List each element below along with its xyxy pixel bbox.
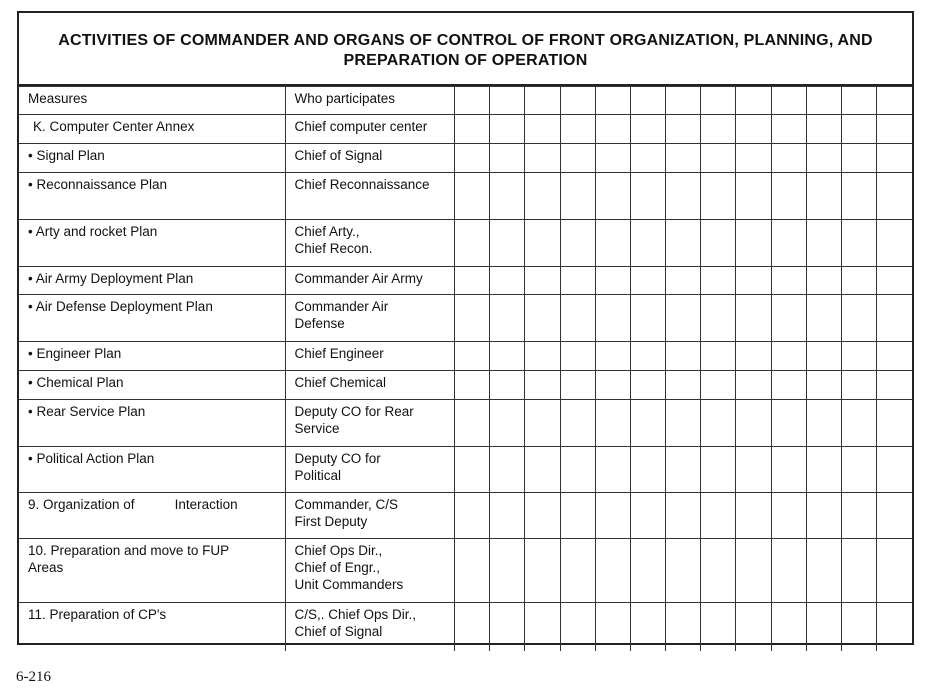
- participants-cell: [286, 447, 455, 493]
- schedule-cell: [666, 539, 701, 603]
- measure-cell: [19, 493, 286, 539]
- schedule-cell: [630, 87, 665, 115]
- schedule-cell: [842, 603, 877, 651]
- schedule-cell: [595, 295, 630, 342]
- schedule-cell: [806, 144, 841, 173]
- schedule-cell: [560, 371, 595, 400]
- schedule-cell: [560, 115, 595, 144]
- schedule-cell: [771, 144, 806, 173]
- participants-cell: [286, 173, 455, 220]
- schedule-cell: [490, 371, 525, 400]
- participants-cell: [286, 400, 455, 447]
- schedule-cell: [666, 220, 701, 267]
- schedule-cell: [595, 342, 630, 371]
- page-number: 6-216: [16, 669, 51, 685]
- measure-cell: [19, 115, 286, 144]
- participant-line: Deputy CO for: [294, 451, 381, 466]
- schedule-cell: [525, 342, 560, 371]
- title-line-1: ACTIVITIES OF COMMANDER AND ORGANS OF CONTROL OF FRONT ORGANIZATION, PLANNING, AND: [58, 31, 873, 49]
- schedule-cell: [490, 603, 525, 651]
- schedule-cell: [771, 371, 806, 400]
- measure-cell: [19, 173, 286, 220]
- schedule-cell: [560, 539, 595, 603]
- schedule-cell: [701, 371, 736, 400]
- schedule-cell: [701, 220, 736, 267]
- schedule-cell: [736, 447, 771, 493]
- participant-line: Chief computer center: [294, 119, 428, 134]
- participant-line: Chief Arty.,: [294, 224, 360, 239]
- measure-cell: [19, 400, 286, 447]
- schedule-cell: [806, 267, 841, 295]
- measure-text: • Rear Service Plan: [28, 404, 146, 419]
- schedule-cell: [560, 173, 595, 220]
- schedule-cell: [525, 539, 560, 603]
- schedule-cell: [701, 400, 736, 447]
- schedule-cell: [525, 295, 560, 342]
- participant-line: Chief of Signal: [294, 624, 383, 639]
- schedule-cell: [701, 267, 736, 295]
- measure-text-part: Interaction: [174, 497, 238, 512]
- measure-text: • Air Army Deployment Plan: [28, 271, 194, 286]
- participant-line: Deputy CO for Rear: [294, 404, 414, 419]
- schedule-cell: [842, 493, 877, 539]
- schedule-cell: [806, 493, 841, 539]
- schedule-cell: [771, 400, 806, 447]
- schedule-cell: [806, 173, 841, 220]
- schedule-cell: [842, 173, 877, 220]
- schedule-cell: [490, 342, 525, 371]
- participant-line: Chief Chemical: [294, 375, 386, 390]
- schedule-cell: [630, 342, 665, 371]
- schedule-cell: [842, 144, 877, 173]
- schedule-cell: [630, 603, 665, 651]
- schedule-cell: [877, 115, 912, 144]
- schedule-cell: [490, 400, 525, 447]
- participant-line: Chief of Engr.,: [294, 560, 381, 575]
- schedule-cell: [455, 87, 490, 115]
- schedule-cell: [525, 400, 560, 447]
- schedule-cell: [525, 493, 560, 539]
- measure-text-line: 10. Preparation and move to FUP: [28, 543, 230, 558]
- schedule-cell: [736, 144, 771, 173]
- participant-line: Defense: [294, 316, 345, 331]
- schedule-cell: [490, 87, 525, 115]
- schedule-cell: [877, 342, 912, 371]
- measure-cell: [19, 447, 286, 493]
- schedule-cell: [455, 400, 490, 447]
- schedule-cell: [490, 173, 525, 220]
- schedule-cell: [560, 342, 595, 371]
- schedule-cell: [771, 220, 806, 267]
- schedule-cell: [771, 87, 806, 115]
- schedule-cell: [842, 267, 877, 295]
- schedule-cell: [842, 220, 877, 267]
- participant-line: Unit Commanders: [294, 577, 404, 592]
- participant-line: Political: [294, 468, 341, 483]
- schedule-cell: [736, 267, 771, 295]
- schedule-cell: [842, 342, 877, 371]
- schedule-cell: [806, 87, 841, 115]
- schedule-cell: [771, 342, 806, 371]
- schedule-cell: [666, 603, 701, 651]
- schedule-cell: [701, 603, 736, 651]
- schedule-cell: [490, 447, 525, 493]
- schedule-cell: [666, 371, 701, 400]
- schedule-cell: [525, 447, 560, 493]
- schedule-cell: [771, 493, 806, 539]
- schedule-cell: [842, 87, 877, 115]
- schedule-cell: [701, 144, 736, 173]
- schedule-cell: [455, 342, 490, 371]
- schedule-cell: [595, 144, 630, 173]
- schedule-table-frame: [17, 11, 914, 645]
- schedule-cell: [560, 603, 595, 651]
- schedule-cell: [490, 267, 525, 295]
- schedule-cell: [666, 173, 701, 220]
- schedule-cell: [525, 371, 560, 400]
- schedule-cell: [877, 539, 912, 603]
- schedule-cell: [525, 87, 560, 115]
- table-row: [19, 371, 912, 400]
- schedule-cell: [490, 295, 525, 342]
- table-row: [19, 144, 912, 173]
- participant-line: Chief Reconnaissance: [294, 177, 430, 192]
- participants-cell: [286, 220, 455, 267]
- participants-cell: [286, 295, 455, 342]
- table-row: [19, 539, 912, 603]
- schedule-cell: [525, 115, 560, 144]
- schedule-cell: [806, 115, 841, 144]
- schedule-cell: [701, 539, 736, 603]
- schedule-cell: [877, 173, 912, 220]
- participant-line: Chief Recon.: [294, 241, 373, 256]
- measure-cell: [19, 267, 286, 295]
- table-title: [19, 13, 912, 86]
- schedule-cell: [630, 493, 665, 539]
- participant-line: Commander Air Army: [294, 271, 423, 286]
- schedule-cell: [806, 603, 841, 651]
- schedule-cell: [666, 493, 701, 539]
- schedule-cell: [842, 371, 877, 400]
- schedule-cell: [455, 115, 490, 144]
- table-row: [19, 342, 912, 371]
- schedule-cell: [806, 295, 841, 342]
- schedule-cell: [630, 539, 665, 603]
- schedule-cell: [455, 447, 490, 493]
- schedule-cell: [525, 173, 560, 220]
- measure-text: 11. Preparation of CP's: [28, 607, 167, 622]
- table-row: [19, 267, 912, 295]
- schedule-cell: [771, 539, 806, 603]
- schedule-cell: [630, 267, 665, 295]
- schedule-cell: [630, 220, 665, 267]
- measures-header: Measures: [19, 87, 286, 115]
- schedule-cell: [455, 144, 490, 173]
- measure-text: • Arty and rocket Plan: [28, 224, 158, 239]
- schedule-cell: [771, 267, 806, 295]
- schedule-cell: [595, 603, 630, 651]
- schedule-cell: [560, 295, 595, 342]
- participants-cell: [286, 342, 455, 371]
- schedule-cell: [736, 400, 771, 447]
- schedule-cell: [595, 400, 630, 447]
- measure-cell: [19, 539, 286, 603]
- schedule-cell: [595, 173, 630, 220]
- participants-header: Who participates: [286, 87, 455, 115]
- participant-line: Chief Ops Dir.,: [294, 543, 383, 558]
- schedule-cell: [842, 539, 877, 603]
- schedule-cell: [455, 493, 490, 539]
- schedule-cell: [455, 371, 490, 400]
- schedule-cell: [525, 144, 560, 173]
- schedule-cell: [736, 342, 771, 371]
- schedule-cell: [771, 115, 806, 144]
- schedule-cell: [455, 267, 490, 295]
- schedule-cell: [490, 539, 525, 603]
- participant-line: Chief Engineer: [294, 346, 384, 361]
- schedule-cell: [806, 371, 841, 400]
- measure-cell: [19, 220, 286, 267]
- schedule-cell: [560, 400, 595, 447]
- schedule-cell: [490, 220, 525, 267]
- schedule-cell: [595, 115, 630, 144]
- schedule-cell: [666, 295, 701, 342]
- schedule-cell: [455, 539, 490, 603]
- participants-cell: [286, 539, 455, 603]
- schedule-cell: [806, 400, 841, 447]
- schedule-cell: [842, 400, 877, 447]
- schedule-cell: [771, 447, 806, 493]
- schedule-cell: [595, 267, 630, 295]
- measure-text-part: 9. Organization of: [28, 497, 135, 512]
- schedule-cell: [877, 220, 912, 267]
- schedule-cell: [666, 400, 701, 447]
- schedule-cell: [701, 295, 736, 342]
- schedule-cell: [736, 603, 771, 651]
- schedule-cell: [630, 371, 665, 400]
- schedule-cell: [877, 371, 912, 400]
- schedule-cell: [806, 220, 841, 267]
- schedule-cell: [877, 493, 912, 539]
- schedule-cell: [736, 539, 771, 603]
- schedule-cell: [736, 115, 771, 144]
- schedule-cell: [595, 87, 630, 115]
- schedule-cell: [630, 173, 665, 220]
- schedule-cell: [525, 603, 560, 651]
- measure-cell: [19, 342, 286, 371]
- schedule-cell: [701, 447, 736, 493]
- schedule-cell: [630, 144, 665, 173]
- schedule-cell: [666, 115, 701, 144]
- schedule-cell: [736, 173, 771, 220]
- schedule-cell: [666, 342, 701, 371]
- table-row: [19, 400, 912, 447]
- schedule-cell: [736, 295, 771, 342]
- participants-cell: [286, 371, 455, 400]
- schedule-cell: [525, 220, 560, 267]
- schedule-cell: [701, 173, 736, 220]
- schedule-cell: [560, 447, 595, 493]
- title-line-2: PREPARATION OF OPERATION: [343, 51, 588, 69]
- schedule-cell: [560, 87, 595, 115]
- schedule-cell: [630, 115, 665, 144]
- table-row: [19, 220, 912, 267]
- schedule-cell: [701, 115, 736, 144]
- participant-line: C/S,. Chief Ops Dir.,: [294, 607, 416, 622]
- schedule-cell: [877, 267, 912, 295]
- schedule-cell: [877, 447, 912, 493]
- measure-text: • Chemical Plan: [28, 375, 124, 390]
- participant-line: First Deputy: [294, 514, 368, 529]
- participants-cell: [286, 493, 455, 539]
- measure-text: • Political Action Plan: [28, 451, 155, 466]
- schedule-cell: [842, 295, 877, 342]
- schedule-cell: [806, 342, 841, 371]
- schedule-cell: [806, 447, 841, 493]
- schedule-cell: [560, 267, 595, 295]
- schedule-cell: [771, 173, 806, 220]
- schedule-cell: [666, 87, 701, 115]
- schedule-cell: [630, 295, 665, 342]
- schedule-cell: [630, 447, 665, 493]
- schedule-cell: [842, 115, 877, 144]
- schedule-cell: [455, 295, 490, 342]
- participants-cell: [286, 267, 455, 295]
- schedule-cell: [806, 539, 841, 603]
- participant-line: Chief of Signal: [294, 148, 383, 163]
- schedule-cell: [595, 220, 630, 267]
- participant-line: Commander, C/S: [294, 497, 398, 512]
- schedule-cell: [525, 267, 560, 295]
- schedule-cell: [595, 539, 630, 603]
- schedule-cell: [560, 144, 595, 173]
- schedule-cell: [490, 493, 525, 539]
- participant-line: Commander Air: [294, 299, 389, 314]
- schedule-cell: [595, 371, 630, 400]
- table-row: [19, 603, 912, 651]
- measure-text: • Signal Plan: [28, 148, 105, 163]
- schedule-cell: [771, 295, 806, 342]
- schedule-cell: [701, 493, 736, 539]
- schedule-cell: [455, 173, 490, 220]
- participants-cell: [286, 144, 455, 173]
- measure-cell: [19, 371, 286, 400]
- table-row: [19, 295, 912, 342]
- measure-cell: [19, 295, 286, 342]
- schedule-cell: [560, 493, 595, 539]
- participant-line: Service: [294, 421, 340, 436]
- schedule-cell: [877, 400, 912, 447]
- schedule-cell: [666, 447, 701, 493]
- schedule-cell: [877, 87, 912, 115]
- participants-cell: [286, 603, 455, 651]
- schedule-cell: [595, 493, 630, 539]
- schedule-cell: [455, 220, 490, 267]
- schedule-cell: [736, 493, 771, 539]
- schedule-cell: [701, 342, 736, 371]
- measure-text: • Air Defense Deployment Plan: [28, 299, 213, 314]
- schedule-cell: [630, 400, 665, 447]
- measure-cell: [19, 144, 286, 173]
- measure-text-line: Areas: [28, 560, 64, 575]
- header-row: [19, 87, 912, 115]
- table-row: [19, 115, 912, 144]
- schedule-cell: [560, 220, 595, 267]
- table-row: [19, 447, 912, 493]
- schedule-cell: [736, 220, 771, 267]
- schedule-cell: [490, 115, 525, 144]
- schedule-cell: [877, 603, 912, 651]
- schedule-cell: [666, 267, 701, 295]
- schedule-cell: [595, 447, 630, 493]
- schedule-cell: [842, 447, 877, 493]
- schedule-cell: [736, 87, 771, 115]
- schedule-cell: [490, 144, 525, 173]
- schedule-cell: [771, 603, 806, 651]
- measure-cell: [19, 603, 286, 651]
- measure-text: • Reconnaissance Plan: [28, 177, 168, 192]
- activities-table: [19, 86, 912, 651]
- measure-text: K. Computer Center Annex: [33, 119, 195, 134]
- schedule-cell: [701, 87, 736, 115]
- schedule-cell: [877, 295, 912, 342]
- table-row: [19, 173, 912, 220]
- participants-cell: [286, 115, 455, 144]
- schedule-cell: [666, 144, 701, 173]
- table-row: [19, 493, 912, 539]
- schedule-cell: [455, 603, 490, 651]
- schedule-cell: [877, 144, 912, 173]
- schedule-cell: [736, 371, 771, 400]
- measure-text: • Engineer Plan: [28, 346, 122, 361]
